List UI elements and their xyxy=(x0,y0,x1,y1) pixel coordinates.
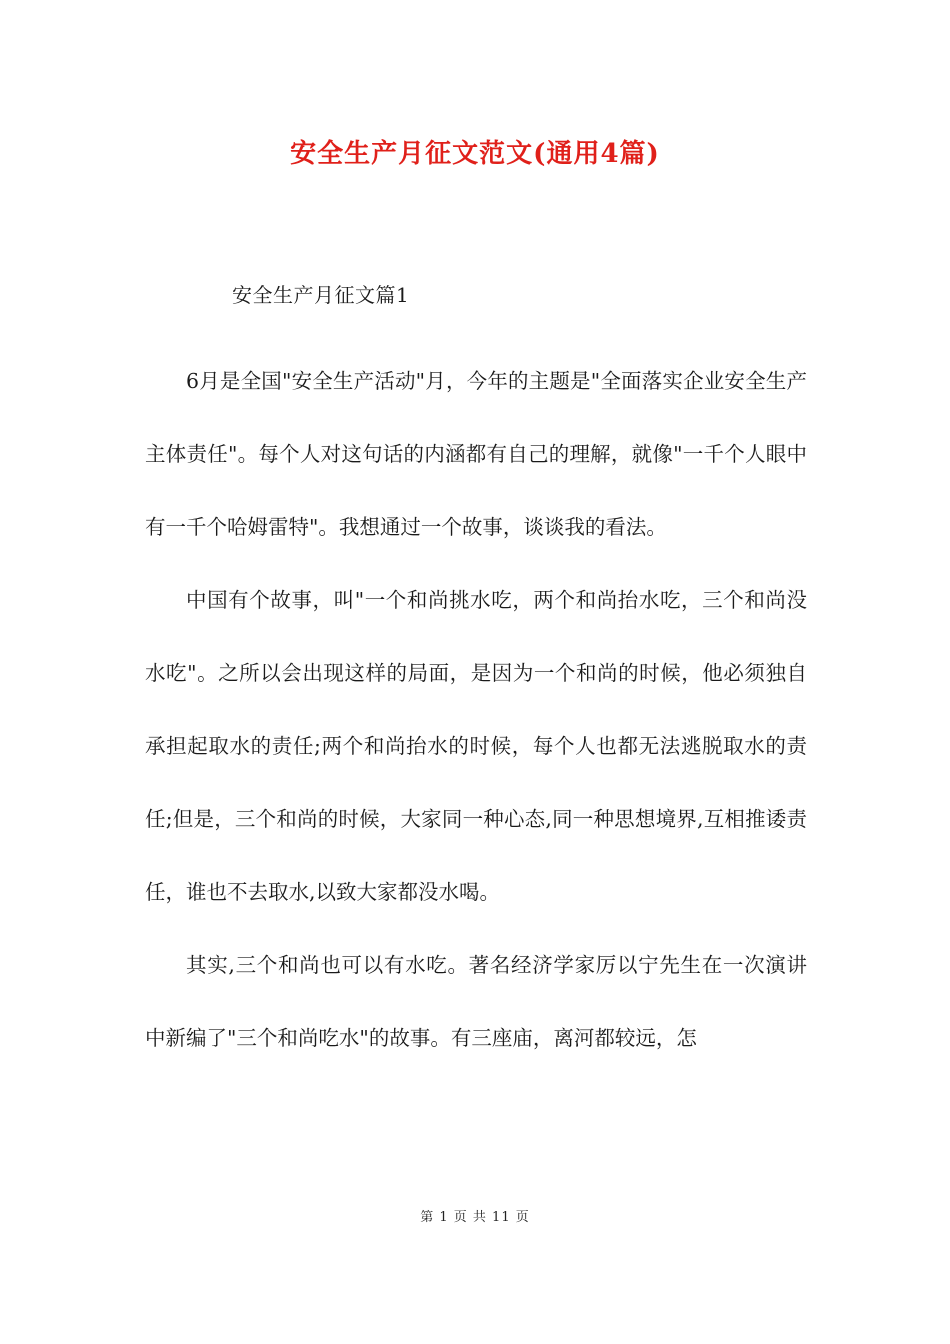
paragraph: 其实,三个和尚也可以有水吃。著名经济学家厉以宁先生在一次演讲中新编了"三个和尚吃水"的故事。有三座庙，离河都较远，怎 xyxy=(145,953,807,1050)
section-heading: 安全生产月征文篇1 xyxy=(232,283,410,307)
document-body xyxy=(145,345,807,1075)
paragraph: 6月是全国"安全生产活动"月，今年的主题是"全面落实企业安全生产主体责任"。每个人对这句话的内涵都有自己的理解，就像"一千个人眼中有一千个哈姆雷特"。我想通过一个故事，谈谈我的看法。 xyxy=(145,369,807,539)
paragraph: 中国有个故事，叫"一个和尚挑水吃，两个和尚抬水吃，三个和尚没水吃"。之所以会出现这样的局面，是因为一个和尚的时候，他必须独自承担起取水的责任;两个和尚抬水的时候，每个人也都无法逃脱取水的责任;但是，三个和尚的时候，大家同一种心态,同一种思想境界,互相推诿责任，谁也不去取水,以致大家都没水喝。 xyxy=(145,588,807,904)
page-number-footer: 第 1 页 共 11 页 xyxy=(420,1210,530,1225)
document-title: 安全生产月征文范文(通用4篇) xyxy=(290,139,660,169)
